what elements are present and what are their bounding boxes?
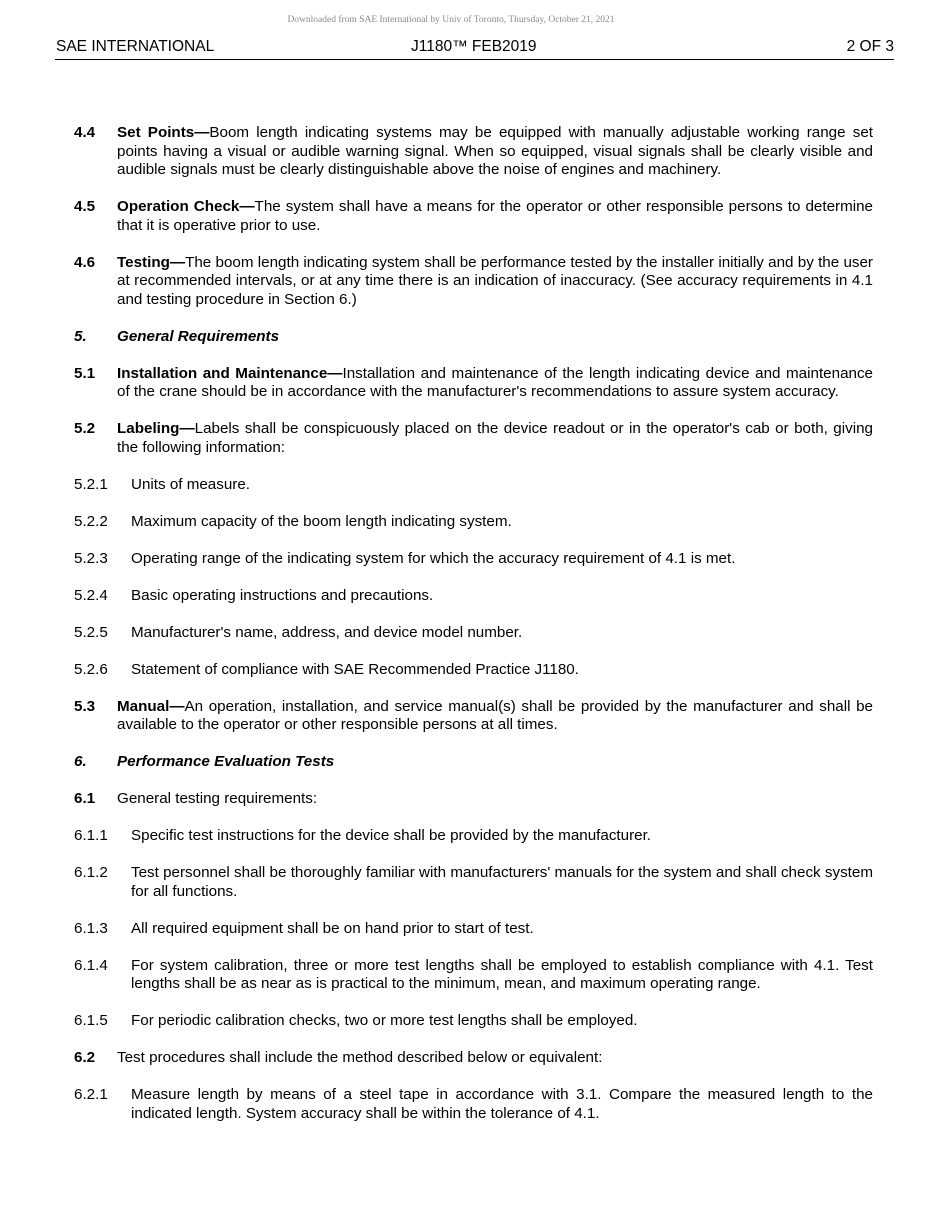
section-title: Performance Evaluation Tests xyxy=(117,753,335,770)
paragraph-text xyxy=(117,124,873,180)
paragraph-body: Manufacturer's name, address, and device model number. xyxy=(131,623,523,641)
section-heading-6 xyxy=(74,753,873,772)
paragraph-text xyxy=(117,254,873,310)
paragraph-5-2-6 xyxy=(74,661,873,680)
document-body xyxy=(74,124,873,1142)
section-title: General Requirements xyxy=(117,327,280,345)
paragraph-text xyxy=(117,698,873,735)
paragraph-body: For system calibration, three or more test lengths shall be employed to establish compliance with 4.1. Test lengths shall be as near as is practical to the minimum, mean, and maximum operating range. xyxy=(131,956,873,992)
paragraph-body: Test personnel shall be thoroughly familiar with manufacturers' manuals for the system and shall check system for all functions. xyxy=(131,864,873,900)
paragraph-6-2-1 xyxy=(74,1086,873,1123)
paragraph-body: For periodic calibration checks, two or more test lengths shall be employed. xyxy=(131,1012,638,1029)
section-number: 5.2.4 xyxy=(74,586,108,604)
paragraph-body: Units of measure. xyxy=(131,475,251,493)
paragraph-body: Measure length by means of a steel tape in accordance with 3.1. Compare the measured length to the indicated length. System accuracy shall be within the tolerance of 4.1. xyxy=(131,1086,873,1122)
paragraph-body: Maximum capacity of the boom length indicating system. xyxy=(131,512,512,530)
section-number: 5. xyxy=(74,327,87,345)
section-number: 6.1 xyxy=(74,790,96,807)
paragraph-5-3 xyxy=(74,698,873,735)
paragraph-body: An operation, installation, and service manual(s) shall be provided by the manufacturer and shall be available to the operator or other responsible persons at all times. xyxy=(117,697,873,733)
section-number: 6.1.2 xyxy=(74,864,108,881)
paragraph-body: Statement of compliance with SAE Recommended Practice J1180. xyxy=(131,660,579,678)
download-watermark: Downloaded from SAE International by Univ of Toronto, Thursday, October 21, 2021 xyxy=(287,15,615,25)
paragraph-body: The boom length indicating system shall be performance tested by the installer initially and by the user at recommended intervals, or at any time there is an indication of inaccuracy. (See accuracy requirements in 4.1 and testing procedure in Section 6.) xyxy=(117,253,873,308)
paragraph-5-2-2 xyxy=(74,513,873,532)
section-number: 5.2.6 xyxy=(74,660,108,678)
paragraph-lead: Labeling— xyxy=(117,420,195,437)
section-number: 5.2 xyxy=(74,420,96,437)
paragraph-lead: Installation and Maintenance— xyxy=(117,364,343,382)
paragraph-body: Operating range of the indicating system for which the accuracy requirement of 4.1 is met. xyxy=(131,549,736,567)
header-organization: SAE INTERNATIONAL xyxy=(56,38,215,55)
paragraph-6-1-4 xyxy=(74,957,873,994)
paragraph-5-2 xyxy=(74,420,873,457)
header-page-number: 2 OF 3 xyxy=(846,38,894,55)
paragraph-5-2-5 xyxy=(74,624,873,643)
section-number: 5.2.3 xyxy=(74,549,108,567)
paragraph-body: Labels shall be conspicuously placed on the device readout or in the operator's cab or both, giving the following information: xyxy=(117,420,873,456)
section-number: 5.2.5 xyxy=(74,623,108,641)
paragraph-6-2 xyxy=(74,1049,873,1068)
paragraph-lead: Set Points— xyxy=(117,124,210,141)
paragraph-body: All required equipment shall be on hand prior to start of test. xyxy=(131,919,534,937)
section-number: 5.2.2 xyxy=(74,512,108,530)
section-number: 4.5 xyxy=(74,198,96,215)
paragraph-text xyxy=(117,365,873,402)
paragraph-text xyxy=(117,198,873,235)
section-number: 6.1.1 xyxy=(74,827,108,844)
page-header xyxy=(55,38,894,60)
paragraph-body: Boom length indicating systems may be equipped with manually adjustable working range set points having a visual or audible warning signal. When so equipped, visual signals shall be clearly visible and audible signals must be clearly distinguishable above the noise of engines and machinery. xyxy=(117,124,873,178)
section-number: 4.6 xyxy=(74,253,96,271)
section-number: 4.4 xyxy=(74,124,96,141)
paragraph-4-4 xyxy=(74,124,873,180)
paragraph-body: Installation and maintenance of the length indicating device and maintenance of the crane should be in accordance with the manufacturer's recommendations to assure system accuracy. xyxy=(117,364,873,400)
paragraph-body: Specific test instructions for the device shall be provided by the manufacturer. xyxy=(131,827,652,844)
paragraph-6-1-2 xyxy=(74,864,873,901)
paragraph-6-1-3 xyxy=(74,920,873,939)
paragraph-5-2-3 xyxy=(74,550,873,569)
paragraph-5-2-1 xyxy=(74,476,873,495)
paragraph-5-1 xyxy=(74,365,873,402)
section-number: 6.2.1 xyxy=(74,1086,108,1103)
paragraph-body: Basic operating instructions and precautions. xyxy=(131,586,434,604)
paragraph-body: Test procedures shall include the method described below or equivalent: xyxy=(117,1049,603,1066)
header-document-id: J1180™ FEB2019 xyxy=(411,38,537,55)
section-number: 6. xyxy=(74,753,87,770)
paragraph-6-1 xyxy=(74,790,873,809)
paragraph-lead: Testing— xyxy=(117,253,186,271)
section-number: 6.1.5 xyxy=(74,1012,108,1029)
section-number: 5.3 xyxy=(74,697,96,715)
paragraph-lead: Manual— xyxy=(117,697,185,715)
section-number: 6.2 xyxy=(74,1049,96,1066)
paragraph-5-2-4 xyxy=(74,587,873,606)
paragraph-4-6 xyxy=(74,254,873,310)
section-heading-5 xyxy=(74,328,873,347)
paragraph-body: General testing requirements: xyxy=(117,790,318,807)
paragraph-body: The system shall have a means for the operator or other responsible persons to determine that it is operative prior to use. xyxy=(117,198,873,234)
paragraph-lead: Operation Check— xyxy=(117,198,255,215)
section-number: 5.1 xyxy=(74,364,96,382)
paragraph-4-5 xyxy=(74,198,873,235)
paragraph-6-1-1 xyxy=(74,827,873,846)
section-number: 6.1.3 xyxy=(74,919,108,937)
section-number: 5.2.1 xyxy=(74,475,108,493)
paragraph-6-1-5 xyxy=(74,1012,873,1031)
section-number: 6.1.4 xyxy=(74,956,108,974)
paragraph-text xyxy=(117,420,873,457)
